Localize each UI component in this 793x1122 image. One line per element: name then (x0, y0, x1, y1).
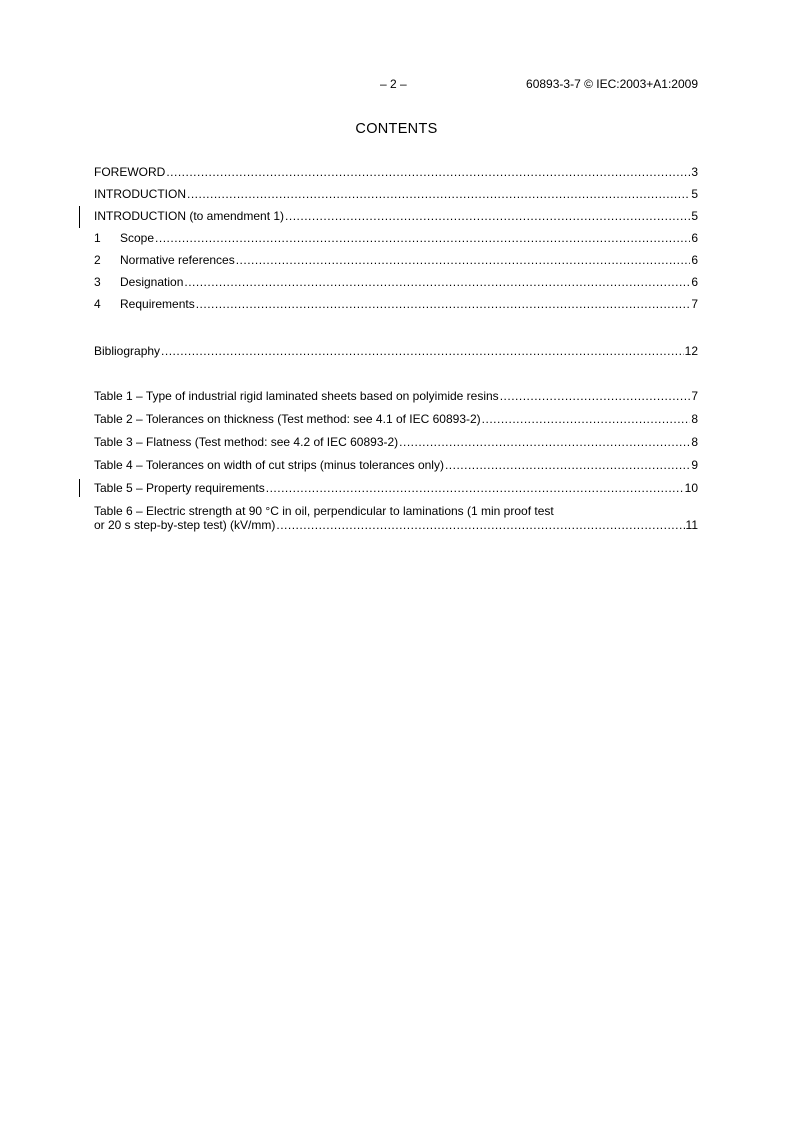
toc-entry-label: Table 3 – Flatness (Test method: see 4.2 of IEC 60893-2) (94, 435, 399, 449)
dot-leader (482, 412, 691, 426)
toc-entry-page: 10 (684, 481, 698, 495)
toc-entry-page: 12 (684, 344, 698, 358)
toc-entry-label: Designation (120, 275, 184, 289)
toc-entry-label: Scope (120, 231, 155, 245)
toc-entry-label: Normative references (120, 253, 235, 267)
toc-entry-page: 11 (685, 518, 698, 532)
dot-leader (276, 518, 684, 532)
toc-entry-page: 7 (691, 389, 698, 403)
toc-entry-normative-references[interactable] (94, 253, 698, 267)
dot-leader (155, 231, 690, 245)
toc-entry-page: 5 (691, 187, 698, 201)
toc-entry-page: 6 (691, 231, 698, 245)
dot-leader (266, 481, 684, 495)
toc-entry-number: 4 (94, 297, 101, 311)
toc-entry-label-line2: or 20 s step-by-step test) (kV/mm) (94, 518, 276, 532)
toc-entry-number: 2 (94, 253, 101, 267)
dot-leader (196, 297, 691, 311)
toc-entry-introduction[interactable] (94, 187, 698, 201)
toc-entry-scope[interactable] (94, 231, 698, 245)
contents-title: CONTENTS (355, 121, 438, 137)
toc-entry-page: 5 (691, 209, 698, 223)
toc-entry-requirements[interactable] (94, 297, 698, 311)
toc-entry-designation[interactable] (94, 275, 698, 289)
toc-entry-page: 3 (691, 165, 698, 179)
toc-entry-label: INTRODUCTION (to amendment 1) (94, 209, 285, 223)
toc-entry-table-2[interactable] (94, 412, 698, 426)
page-header (0, 77, 793, 93)
dot-leader (187, 187, 690, 201)
dot-leader (184, 275, 690, 289)
toc-entry-label: Table 4 – Tolerances on width of cut strips (minus tolerances only) (94, 458, 444, 472)
page-number: – 2 – (380, 77, 407, 91)
toc-entry-table-5[interactable] (94, 481, 698, 495)
toc-entry-number: 1 (94, 231, 101, 245)
toc-entry-bibliography[interactable] (94, 344, 698, 358)
toc-entry-label: Table 2 – Tolerances on thickness (Test method: see 4.1 of IEC 60893-2) (94, 412, 481, 426)
dot-leader (500, 389, 691, 403)
toc-entry-label: INTRODUCTION (94, 187, 186, 201)
toc-entry-table-4[interactable] (94, 458, 698, 472)
toc-entry-label-line1: Table 6 – Electric strength at 90 °C in oil, perpendicular to laminations (1 min proof test (94, 504, 554, 518)
dot-leader (399, 435, 690, 449)
toc-entry-introduction-amendment[interactable] (94, 209, 698, 223)
toc-entry-label: Requirements (120, 297, 195, 311)
toc-entry-table-6[interactable] (94, 504, 698, 532)
toc-entry-line2 (94, 518, 698, 532)
change-bar-table-5 (79, 479, 80, 497)
toc-entry-foreword[interactable] (94, 165, 698, 179)
dot-leader (236, 253, 691, 267)
toc-entry-page: 8 (691, 435, 698, 449)
toc-entry-page: 7 (691, 297, 698, 311)
toc-entry-number: 3 (94, 275, 101, 289)
dot-leader (445, 458, 690, 472)
dot-leader (161, 344, 684, 358)
toc-entry-page: 6 (691, 253, 698, 267)
toc-entry-label: Table 1 – Type of industrial rigid laminated sheets based on polyimide resins (94, 389, 499, 403)
change-bar-introduction-amendment (79, 206, 80, 228)
toc-entry-table-1[interactable] (94, 389, 698, 403)
document-reference: 60893-3-7 © IEC:2003+A1:2009 (526, 77, 698, 91)
toc-entry-label: Table 5 – Property requirements (94, 481, 265, 495)
toc-entry-label: Bibliography (94, 344, 161, 358)
toc-entry-label: FOREWORD (94, 165, 166, 179)
toc-entry-page: 8 (691, 412, 698, 426)
dot-leader (166, 165, 690, 179)
toc-entry-page: 6 (691, 275, 698, 289)
dot-leader (285, 209, 690, 223)
toc-entry-page: 9 (691, 458, 698, 472)
toc-entry-table-3[interactable] (94, 435, 698, 449)
